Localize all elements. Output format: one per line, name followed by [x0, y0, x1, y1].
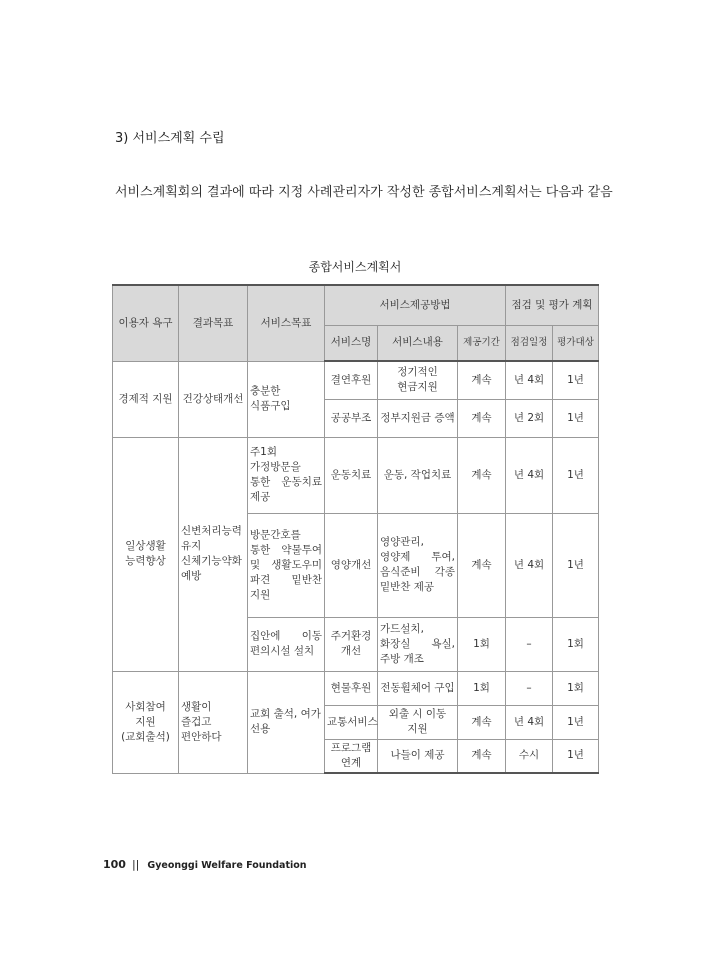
cell-service-goal: 충분한 식품구입	[248, 361, 325, 437]
cell-need: 일상생활 능력향상	[113, 437, 179, 671]
cell-service-goal: 집안에 이동 편의시설 설치	[248, 617, 325, 671]
cell-period: 1회	[458, 671, 506, 705]
cell-result-goal: 건강상태개선	[179, 361, 248, 437]
cell-service-content: 운동, 작업치료	[378, 437, 458, 513]
cell-service-goal: 주1회 가정방문을 통한 운동치료 제공	[248, 437, 325, 513]
cell-service-name: 공공부조	[325, 399, 378, 437]
header-need: 이용자 욕구	[113, 285, 179, 361]
cell-period: 계속	[458, 437, 506, 513]
page-number: 100	[103, 858, 126, 871]
cell-period: 1회	[458, 617, 506, 671]
cell-need: 경제적 지원	[113, 361, 179, 437]
cell-schedule: –	[506, 617, 553, 671]
table-title: 종합서비스계획서	[308, 260, 402, 274]
cell-service-goal: 교회 출석, 여가 선용	[248, 671, 325, 773]
header-schedule: 점검일정	[506, 325, 553, 361]
cell-service-name: 현물후원	[325, 671, 378, 705]
cell-target: 1년	[553, 513, 599, 617]
cell-need: 사회참여 지원 (교회출석)	[113, 671, 179, 773]
cell-service-name: 교통서비스	[325, 705, 378, 739]
intro-paragraph: 서비스계획회의 결과에 따라 지정 사례관리자가 작성한 종합서비스계획서는 다음과 같음	[115, 185, 613, 200]
cell-service-content: 정부지원금 증액	[378, 399, 458, 437]
cell-period: 계속	[458, 705, 506, 739]
cell-schedule: 년 4회	[506, 437, 553, 513]
cell-service-content: 영양관리, 영양제 투여, 음식준비 각종 밑반찬 제공	[378, 513, 458, 617]
footer-separator: ||	[131, 858, 140, 871]
cell-period: 계속	[458, 361, 506, 399]
header-service-goal: 서비스목표	[248, 285, 325, 361]
cell-result-goal: 신변처리능력 유지 신체기능약화 예방	[179, 437, 248, 671]
cell-schedule: 년 4회	[506, 513, 553, 617]
cell-schedule: 수시	[506, 739, 553, 773]
cell-service-name: 프로그램 연계	[325, 739, 378, 773]
cell-schedule: 년 4회	[506, 361, 553, 399]
table-row	[113, 437, 599, 513]
header-service-name: 서비스명	[325, 325, 378, 361]
cell-service-content: 나들이 제공	[378, 739, 458, 773]
cell-target: 1회	[553, 617, 599, 671]
header-evaluation: 점검 및 평가 계획	[506, 285, 599, 325]
footer-organization: Gyeonggi Welfare Foundation	[147, 860, 307, 871]
cell-target: 1년	[553, 739, 599, 773]
cell-target: 1회	[553, 671, 599, 705]
cell-schedule: 년 4회	[506, 705, 553, 739]
table-row	[113, 671, 599, 705]
cell-target: 1년	[553, 399, 599, 437]
cell-target: 1년	[553, 705, 599, 739]
cell-target: 1년	[553, 437, 599, 513]
section-title: 3) 서비스계획 수립	[115, 131, 225, 146]
cell-schedule: 년 2회	[506, 399, 553, 437]
header-result-goal: 결과목표	[179, 285, 248, 361]
table-row	[113, 361, 599, 399]
cell-target: 1년	[553, 361, 599, 399]
header-period: 제공기간	[458, 325, 506, 361]
cell-service-content: 외출 시 이동 지원	[378, 705, 458, 739]
header-target: 평가대상	[553, 325, 599, 361]
cell-service-content: 가드설치, 화장실 욕실, 주방 개조	[378, 617, 458, 671]
cell-period: 계속	[458, 513, 506, 617]
cell-service-name: 운동치료	[325, 437, 378, 513]
header-method: 서비스제공방법	[325, 285, 506, 325]
cell-period: 계속	[458, 399, 506, 437]
cell-service-content: 정기적인 현금지원	[378, 361, 458, 399]
service-plan-table	[112, 284, 599, 774]
cell-result-goal: 생활이 즐겁고 편안하다	[179, 671, 248, 773]
cell-service-name: 결연후원	[325, 361, 378, 399]
cell-period: 계속	[458, 739, 506, 773]
cell-service-name: 주거환경 개선	[325, 617, 378, 671]
cell-service-content: 전동휠체어 구입	[378, 671, 458, 705]
page-footer	[103, 858, 307, 871]
cell-schedule: –	[506, 671, 553, 705]
cell-service-goal: 방문간호를 통한 약물투여 및 생활도우미 파견 밑반찬 지원	[248, 513, 325, 617]
header-service-content: 서비스내용	[378, 325, 458, 361]
cell-service-name: 영양개선	[325, 513, 378, 617]
